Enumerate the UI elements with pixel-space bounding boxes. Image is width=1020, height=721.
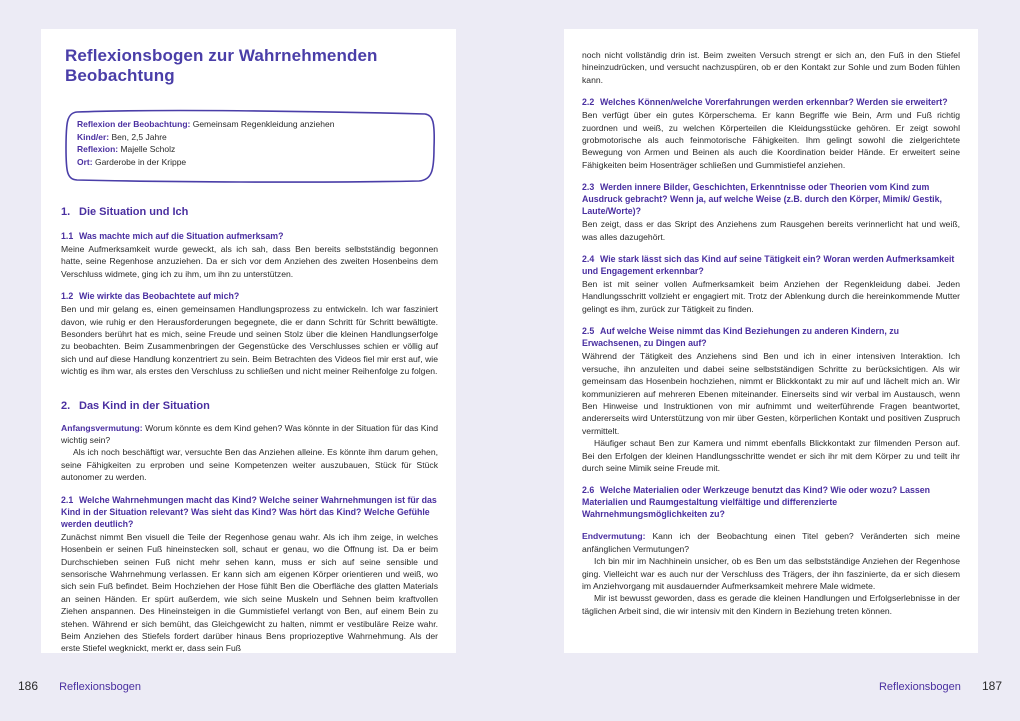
initial-assumption-text: Als ich noch beschäftigt war, versuchte Ben das Anziehen alleine. Es könnte ihm darum gehen, seine Fähigkeiten zu erproben und seine Kompetenzen weiter auszubauen, Stück für Stück autonomer zu werden. [61, 447, 438, 483]
final-assumption: Endvermutung: Kann ich der Beobachtung einen Titel geben? Veränderten sich meine anfänglichen Vermutungen? [582, 531, 960, 554]
section-2-1-heading: 2.1 Welche Wahrnehmungen macht das Kind? Welche seiner Wahrnehmungen ist für das Kind in der Situation relevant? Was sieht das Kind? Was hört das Kind? Welche Gefühle werden deutlich? [61, 494, 437, 529]
info-row-observation: Reflexion der Beobachtung: Gemeinsam Regenkleidung anziehen [77, 119, 335, 129]
section-2-heading: 2. Das Kind in der Situation [61, 399, 210, 412]
final-assumption-text: Ich bin mir im Nachhinein unsicher, ob es Ben um das selbstständige Anziehen der Regenhose ging. Vielleicht war es auch nur der Verschluss des Trägers, der ihn faszinierte, da er sich diesem im Anziehvorgang mit ausdauernder Aufmerksamkeit mehrere Male widmete. [582, 556, 960, 591]
section-1-2-text: Ben und mir gelang es, einen gemeinsamen Handlungsprozess zu entwickeln. Ich war fasziniert davon, wie ruhig er den Herausforderungen begegnete, die er dann Schritt für Schritt bewältigte. Besonders berührt hat es mich, seine Freude und seinen Stolz über die kleinen Handlungserfolge zu beobachten. Beim Zusammenbringen der Gegenstücke des Verschlusses schien er völlig auf sich und auf diese Handlung konzentriert zu sein. Beim Betrachten des Videos fiel mir erst auf, wie wichtig es ihm war, als erstes den Verschluss zu schließen und nicht meiner Reihenfolge zu folgen. [61, 304, 438, 377]
page-number-left: 186 [18, 679, 39, 693]
section-2-5-text: Während der Tätigkeit des Anziehens sind Ben und ich in einer intensiven Interaktion. Ich versuche, ihn anzuleiten und dabei seine selbstständigen Schritte zu berücksichtigen. Als wir gemeinsam das Hosenbein hochziehen, nimmt er Blickkontakt zu mir auf und lächelt mich an. Wir kommunizieren auf mehreren Ebenen miteinander. Einerseits sind wir verbal im Austausch, wenn Ben Hinweise und Instruktionen von mir aufnimmt und weiterführende Fragen beantwortet, andererseits wird Unterstützung von mir über Gesten, körperlichen Kontakt und positiven Zuspruch vermittelt. [582, 351, 960, 436]
section-2-5-heading: 2.5 Auf welche Weise nimmt das Kind Beziehungen zu anderen Kindern, zu Erwachsenen, zu Dingen auf? [582, 326, 899, 349]
info-row-reflection: Reflexion: Majelle Scholz [77, 144, 176, 154]
section-1-2-heading: 1.2 Wie wirkte das Beobachtete auf mich? [61, 291, 240, 302]
footer-label-right: Reflexionsbogen [878, 681, 961, 693]
info-row-place: Ort: Garderobe in der Krippe [77, 156, 187, 167]
footer-label-left: Reflexionsbogen [59, 681, 142, 693]
initial-assumption: Anfangsvermutung: Worum könnte es dem Kind gehen? Was könnte in der Situation für das Kind wichtig sein? [61, 422, 438, 446]
right-page [564, 29, 978, 653]
section-1-heading: 1. Die Situation und Ich [61, 206, 189, 218]
section-2-3-text: Ben zeigt, dass er das Skript des Anziehens zum Rausgehen bereits verinnerlicht hat und weiß, was alles dazugehört. [582, 219, 960, 242]
section-2-4-heading: 2.4 Wie stark lässt sich das Kind auf seine Tätigkeit ein? Woran werden Aufmerksamkeit und Engagement erkennbar? [582, 254, 955, 277]
info-row-child: Kind/er: Ben, 2,5 Jahre [77, 131, 167, 142]
page-number-right: 187 [981, 679, 1002, 693]
section-2-5-text-2: Häufiger schaut Ben zur Kamera und nimmt ebenfalls Blickkontakt zur filmenden Person auf. Bei den Erfolgen der kleinen Handlungsschritte wendet er sich ihr mit dem Körper zu und teilt ihr durch seine Mimik seine Freude mit. [582, 438, 960, 473]
section-2-4-text: Ben ist mit seiner vollen Aufmerksamkeit beim Anziehen der Regenkleidung dabei. Jeden Handlungsschritt vollzieht er engagiert mit. Trotz der Ablenkung durch die hereinkommende Mutter gelingt es ihm, zurück zur Tätigkeit zu finden. [582, 279, 960, 314]
info-box [63, 108, 437, 184]
footer-right [879, 679, 1002, 693]
continued-text: noch nicht vollständig drin ist. Beim zweiten Versuch strengt er sich an, den Fuß in den Stiefel hineinzudrücken, und versucht nachzuspüren, ob er den Kontakt zur Sohle und zum Boden fühlen kann. [582, 50, 960, 85]
footer-left [18, 679, 141, 693]
section-2-6-heading: 2.6 Welche Materialien oder Werkzeuge benutzt das Kind? Wie oder wozu? Lassen Materialien und Raumgestaltung vielfältige und differenzierte Wahrnehmungsmöglichkeiten zu? [582, 485, 931, 520]
left-page [41, 29, 456, 653]
section-2-3-heading: 2.3 Werden innere Bilder, Geschichten, Erkenntnisse oder Theorien vom Kind zum Ausdruck gebracht? Wenn ja, auf welche Weise (z.B. durch den Körper, Mimik/ Gestik, Laute/Worte)? [582, 182, 942, 217]
section-1-1-text: Meine Aufmerksamkeit wurde geweckt, als ich sah, dass Ben bereits selbstständig begonnen hatte, seine Regenhose anzuziehen. Da er sich vor dem Anziehen des zweiten Hosenbeins dem Verschluss widmete, ging ich zu ihm, um ihn zu unterstützen. [61, 244, 438, 279]
section-2-2-text: Ben verfügt über ein gutes Körperschema. Er kann Begriffe wie Bein, Arm und Fuß richtig zuordnen und weiß, zu welchen Körperteilen die Kleidungsstücke gehören. Er zeigt sowohl grobmotorische als auch feinmotorische Fähigkeiten. Ihm gelingt sowohl die zielgerichtete Bewegung von Armen und Beinen als auch die Koordination beider Hände. Er erweitert seine Fähigkeiten beim Hosenträger schließen und Gummistiefel anziehen. [582, 110, 960, 170]
section-2-1-text: Zunächst nimmt Ben visuell die Teile der Regenhose genau wahr. Als ich ihm zeige, in welches Hosenbein er seinen Fuß hineinstecken soll, schaut er genau, wo die Öffnung ist. Da er beim Durchschieben seinen Fuß nicht mehr sehen kann, muss er sich auf seine sensible und sensorische Wahrnehmung verlassen. Er kann sich am eigenen Körper orientieren und weiß, wo sich sein Fuß befindet. Beim Hochziehen der Hose fühlt Ben die Oberfläche des glatten Materials an seinen Händen. Er spürt außerdem, wie sich seine Muskeln und Sehnen beim kraftvollen Ziehen anspannen. Des Hineinsteigen in die Gummistiefel verlangt von Ben, auf einem Bein zu stehen. Während er sich bemüht, das Gleichgewicht zu halten, nimmt er vestibuläre Reize wahr. Beim Anziehen des Stiefels fordert darüber hinaus Bens propriozeptive Wahrnehmung. Als der erste Stiefel wegknickt, merkt er, dass sein Fuß [61, 531, 438, 654]
section-1-1-heading: 1.1 Was machte mich auf die Situation aufmerksam? [61, 231, 284, 241]
final-assumption-text-2: Mir ist bewusst geworden, dass es gerade die kleinen Handlungen und Erfolgserlebnisse in der täglichen Arbeit sind, die wir intensiv mit den Kindern in Beziehung treten können. [582, 593, 960, 616]
page-title: Reflexionsbogen zur Wahrnehmenden Beobachtung [65, 46, 378, 85]
section-2-2-heading: 2.2 Welches Können/welche Vorerfahrungen werden erkennbar? Werden sie erweitert? [582, 97, 948, 108]
